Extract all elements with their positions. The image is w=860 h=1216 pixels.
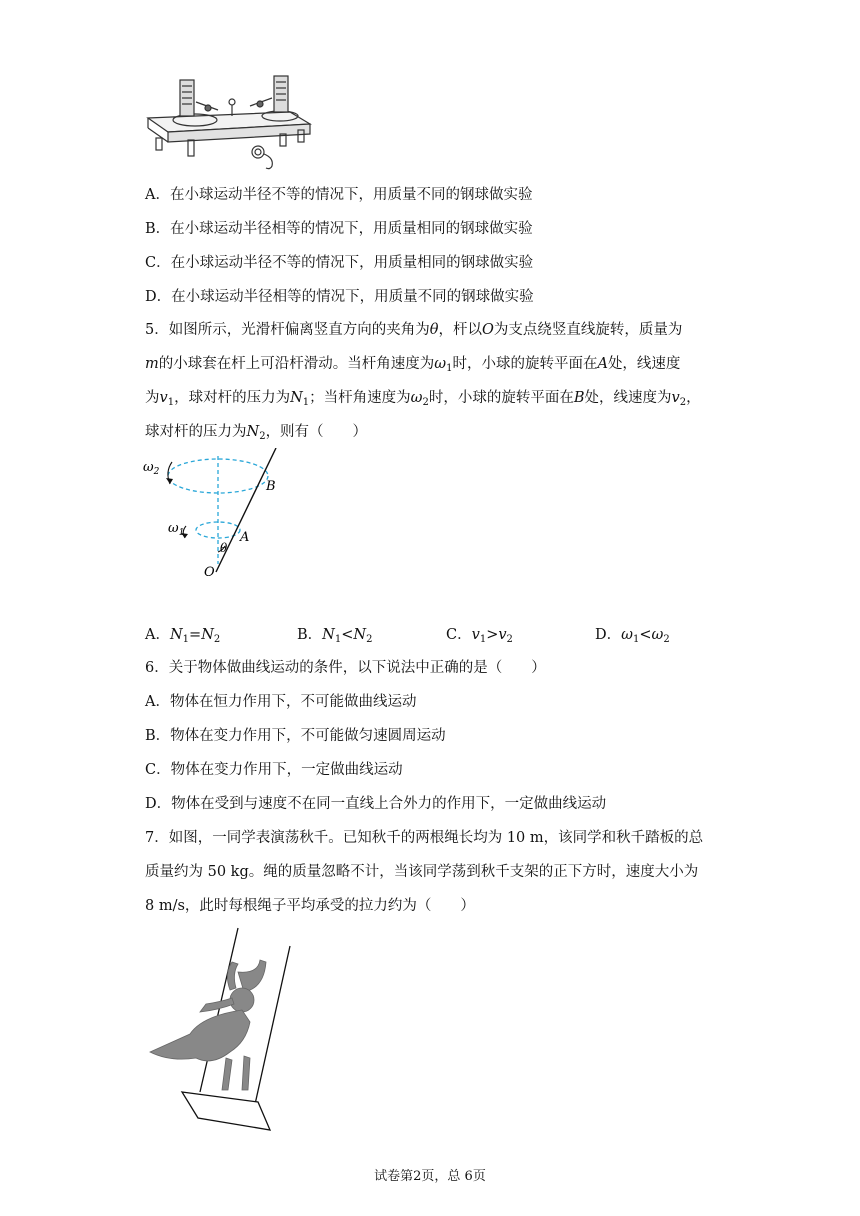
q5-stem-line-1: 5．如图所示，光滑杆偏离竖直方向的夹角为θ，杆以O为支点绕竖直线旋转，质量为 — [145, 322, 683, 338]
q5-stem-line-3: 为$v_1$，球对杆的压力为$N_1$；当杆角速度为$\omega_2$时，小球的旋转平面在B处，线速度为$v_2$， — [145, 390, 701, 408]
q7-stem-line-1: 7．如图，一同学表演荡秋千。已知秋千的两根绳长均为 10 m，该同学和秋千踏板的总 — [145, 830, 704, 846]
q6-option-b: B．物体在变力作用下，不可能做匀速圆周运动 — [145, 728, 446, 744]
point-b-label: B — [266, 479, 276, 494]
q5-option-d: D．$\omega_1<\omega_2$ — [595, 627, 670, 645]
q6-option-a: A．物体在恒力作用下，不可能做曲线运动 — [145, 694, 417, 710]
theta-label: θ — [220, 541, 228, 555]
point-o-label: O — [204, 565, 215, 580]
q5-option-a: A．$N_1=N_2$ — [145, 627, 221, 645]
q5-stem-line-2: m的小球套在杆上可沿杆滑动。当杆角速度为$\omega_1$时，小球的旋转平面在A处，线速度 — [145, 356, 681, 374]
omega1-label: $\omega_1$ — [168, 521, 185, 538]
point-a-label: A — [240, 530, 250, 545]
q5-option-b: B．$N_1<N_2$ — [297, 627, 373, 645]
omega2-label: $\omega_2$ — [143, 460, 160, 477]
page-footer: 试卷第2页，总 6页 — [374, 1169, 486, 1184]
q4-option-b: B．在小球运动半径相等的情况下，用质量相同的钢球做实验 — [145, 221, 533, 237]
q6-option-d: D．物体在受到与速度不在同一直线上合外力的作用下，一定做曲线运动 — [145, 796, 607, 812]
q7-stem-line-3: 8 m/s，此时每根绳子平均承受的拉力约为（ ） — [145, 898, 475, 914]
swing-figure — [140, 922, 310, 1152]
q6-stem: 6．关于物体做曲线运动的条件，以下说法中正确的是（ ） — [145, 660, 546, 676]
q4-option-d: D．在小球运动半径相等的情况下，用质量不同的钢球做实验 — [145, 289, 534, 305]
q4-option-a: A．在小球运动半径不等的情况下，用质量不同的钢球做实验 — [145, 187, 533, 203]
centripetal-apparatus-figure — [140, 70, 320, 170]
q4-option-c: C．在小球运动半径不等的情况下，用质量相同的钢球做实验 — [145, 255, 534, 271]
q6-option-c: C．物体在变力作用下，一定做曲线运动 — [145, 762, 403, 778]
q5-stem-line-4: 球对杆的压力为$N_2$，则有（ ） — [145, 424, 368, 442]
rotating-rod-figure — [140, 448, 290, 583]
q7-stem-line-2: 质量约为 50 kg。绳的质量忽略不计，当该同学荡到秋千支架的正下方时，速度大小为 — [145, 864, 699, 880]
q5-option-c: C．$v_1>v_2$ — [446, 627, 513, 645]
